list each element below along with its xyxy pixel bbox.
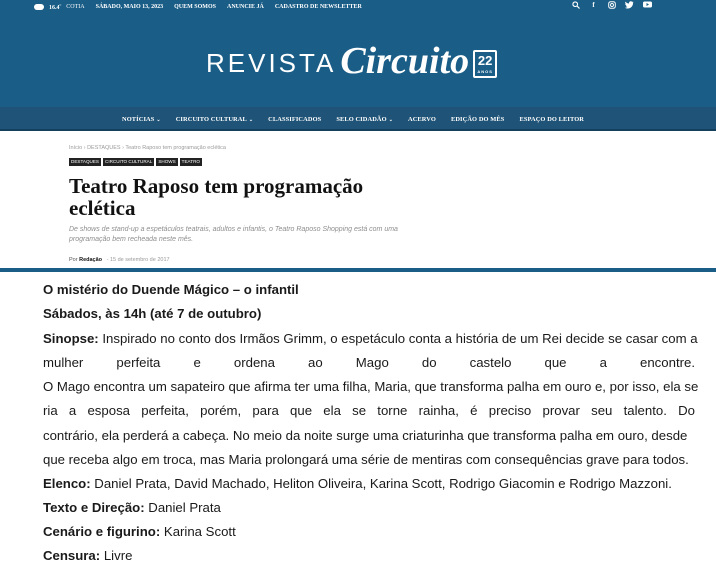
logo-revista: REVISTA xyxy=(206,48,337,78)
tag-teatro[interactable]: TEATRO xyxy=(181,159,200,164)
main-nav xyxy=(0,107,716,131)
article-header xyxy=(0,131,716,267)
link-newsletter[interactable]: CADASTRO DE NEWSLETTER xyxy=(274,3,362,10)
breadcrumb-destaques[interactable]: DESTAQUES xyxy=(87,145,121,151)
masthead xyxy=(0,12,716,107)
article-title: Teatro Raposo tem programação eclética xyxy=(69,174,364,220)
cloud-icon xyxy=(34,4,44,10)
tag-destaques[interactable]: DESTAQUES xyxy=(71,159,99,164)
youtube-icon[interactable] xyxy=(643,1,652,10)
sinopse-line-6: que receba algo em troca, mas Maria prolongará uma série de mentiras com consequências grave para todos. xyxy=(43,452,689,467)
city-name: COTIA xyxy=(66,3,85,10)
sinopse-line-1: Sinopse: Inspirado no conto dos Irmãos Grimm, o espetáculo conta a história de um Rei decide se casar com a xyxy=(43,331,698,346)
category-tags xyxy=(69,158,202,166)
instagram-icon[interactable] xyxy=(607,1,616,10)
top-bar xyxy=(0,0,716,12)
current-date: SÁBADO, MAIO 13, 2023 xyxy=(95,3,164,10)
link-quem-somos[interactable]: QUEM SOMOS xyxy=(174,3,216,10)
site-logo[interactable] xyxy=(206,40,497,82)
show-heading: O mistério do Duende Mágico – o infantil xyxy=(43,282,299,297)
byline: Por Redação - 15 de setembro de 2017 xyxy=(69,257,170,263)
sinopse-line-3: O Mago encontra um sapateiro que afirma ter uma filha, Maria, que transforma palha em ouro e, por isso, ela se xyxy=(43,379,699,394)
breadcrumb: Início › DESTAQUES › Teatro Raposo tem programação eclética xyxy=(69,145,226,151)
show-schedule: Sábados, às 14h (até 7 de outubro) xyxy=(43,306,262,321)
logo-circuito: Circuito xyxy=(340,40,470,82)
sinopse-line-2: mulher perfeita e ordena ao Mago do castelo que a encontre. xyxy=(43,355,695,370)
author-link[interactable]: Redação xyxy=(79,257,103,263)
nav-item-circuito-cultural[interactable]: CIRCUITO CULTURAL ⌄ xyxy=(175,115,254,123)
elenco-line: Elenco: Daniel Prata, David Machado, Heliton Oliveira, Karina Scott, Rodrigo Giacomin e Rodrigo Mazzoni. xyxy=(43,476,672,491)
facebook-icon[interactable]: f xyxy=(592,1,595,9)
sinopse-line-5: contrário, ela perderá a cabeça. No meio da noite surge uma criaturinha que transforma palha em ouro, desde xyxy=(43,428,688,443)
nav-item-acervo[interactable]: ACERVO xyxy=(408,115,436,123)
texto-direcao-line: Texto e Direção: Daniel Prata xyxy=(43,500,221,515)
publish-date: 15 de setembro de 2017 xyxy=(109,257,170,263)
section-divider xyxy=(0,268,716,272)
nav-item-classificados[interactable]: CLASSIFICADOS xyxy=(268,115,322,123)
twitter-icon[interactable] xyxy=(625,1,634,10)
temperature: 16.4$^c$ xyxy=(49,2,62,11)
breadcrumb-home[interactable]: Início xyxy=(69,145,83,151)
breadcrumb-current: Teatro Raposo tem programação eclética xyxy=(125,145,226,151)
search-icon[interactable] xyxy=(571,1,580,10)
nav-item-edicao-do-mes[interactable]: EDIÇÃO DO MÊS xyxy=(450,115,505,123)
article-subtitle: De shows de stand-up a espetáculos teatrais, adultos e infantis, o Teatro Raposo Shopping está com uma programação bem recheada neste mês. xyxy=(69,226,398,243)
cenario-figurino-line: Cenário e figurino: Karina Scott xyxy=(43,524,236,539)
nav-item-espaco-do-leitor[interactable]: ESPAÇO DO LEITOR xyxy=(519,115,585,123)
tag-shows[interactable]: SHOWS xyxy=(158,159,176,164)
nav-item-selo-cidadao[interactable]: SELO CIDADÃO ⌄ xyxy=(336,115,393,123)
nav-item-noticias[interactable]: NOTÍCIAS ⌄ xyxy=(122,115,161,123)
tag-circuito-cultural[interactable]: CIRCUITO CULTURAL xyxy=(105,159,153,164)
censura-line: Censura: Livre xyxy=(43,548,133,563)
sinopse-line-4: ria a esposa perfeita, porém, para que ela se torne rainha, é preciso provar seu talento. Do xyxy=(43,403,695,418)
link-anuncie[interactable]: ANUNCIE JÁ xyxy=(226,3,264,10)
anniversary-badge: 22 ANOS xyxy=(473,50,497,78)
